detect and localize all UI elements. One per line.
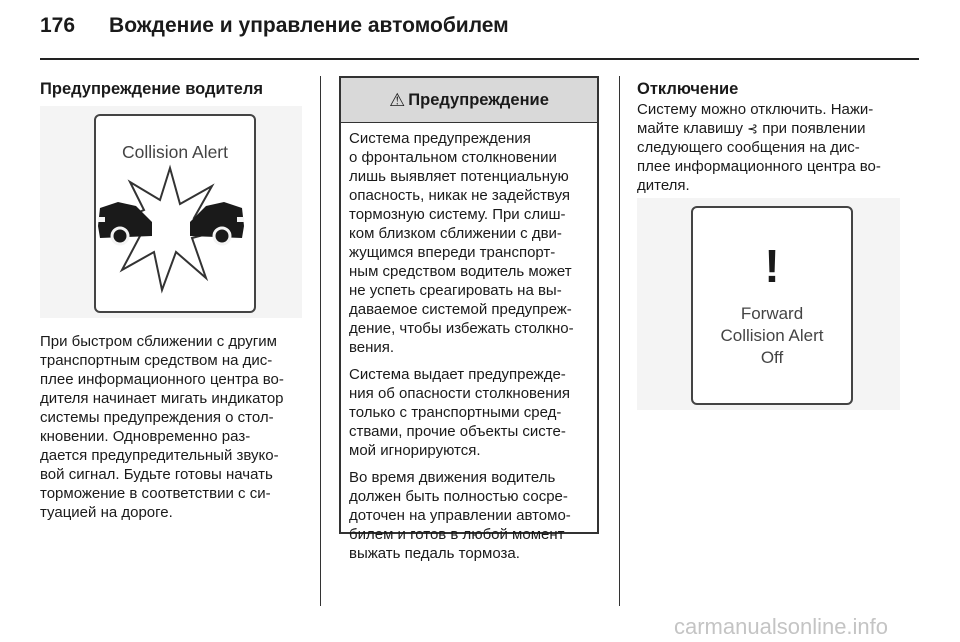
disable-text-before: Систему можно отключить. Нажи- майте клавишу <box>637 101 874 137</box>
disable-paragraph <box>637 100 917 195</box>
fca-line-2: Collision Alert <box>720 325 824 345</box>
display-panel <box>691 206 853 405</box>
driver-warning-paragraph: При быстром сближении с другим транспортным средством на дис- плее информационного центра во- дителя начинает мигать индикатор системы предупреждения о стол- кновении. Одновременно раз- дается предупредительный звуко- вой сигнал. Будьте готовы начать торможение в соответствии с си- туацией на дороге. <box>40 333 284 521</box>
exclamation-icon: ! <box>764 239 780 292</box>
warning-paragraph: Система выдает предупрежде- ния об опасности столкновения только с транспортными сред- ствами, прочие объекты систе- мой игнорируются. <box>349 366 570 459</box>
collision-alert-figure <box>40 106 302 318</box>
page-header <box>40 14 509 38</box>
fca-off-message <box>721 303 824 369</box>
watermark: carmanualsonline.info <box>674 614 889 639</box>
steering-wheel-button-icon: ⊰ <box>747 121 759 136</box>
section-title-disable: Отключение <box>637 80 739 98</box>
warning-title: Предупреждение <box>408 90 549 109</box>
fca-off-figure <box>637 198 900 410</box>
column-divider-right <box>619 76 620 606</box>
collision-alert-label: Collision Alert <box>121 142 229 162</box>
warning-box <box>339 76 599 562</box>
warning-body <box>341 123 597 563</box>
warning-header <box>341 78 597 123</box>
section-title-driver-warning: Предупреждение водителя <box>40 80 263 98</box>
page-number: 176 <box>40 14 76 37</box>
disable-text-after: при появлении следующего сообщения на дис- плее информационного центра во- дителя. <box>637 120 881 194</box>
warning-paragraph: Система предупреждения о фронтальном столкновении лишь выявляет потенциальную опасность, никак не задействуя тормозную систему. При слиш- ком близком сближении с дви- жущимся впереди транспорт- ным средством водитель может не успеть среагировать на вы- даваемое системой предупреж- дение, чтобы избежать столкно- вения. <box>349 130 574 356</box>
collision-icon <box>40 106 302 318</box>
warning-triangle-icon: ⚠ <box>389 89 406 110</box>
column-divider-left <box>320 76 321 606</box>
header-rule <box>40 58 919 60</box>
page-title: Вождение и управление автомобилем <box>109 14 509 37</box>
fca-line-3: Off <box>760 347 784 367</box>
fca-line-1: Forward <box>740 303 804 323</box>
warning-paragraph: Во время движения водитель должен быть полностью сосре- доточен на управлении автомо- билем и готов в любой момент выжать педаль тормоза. <box>349 469 571 562</box>
